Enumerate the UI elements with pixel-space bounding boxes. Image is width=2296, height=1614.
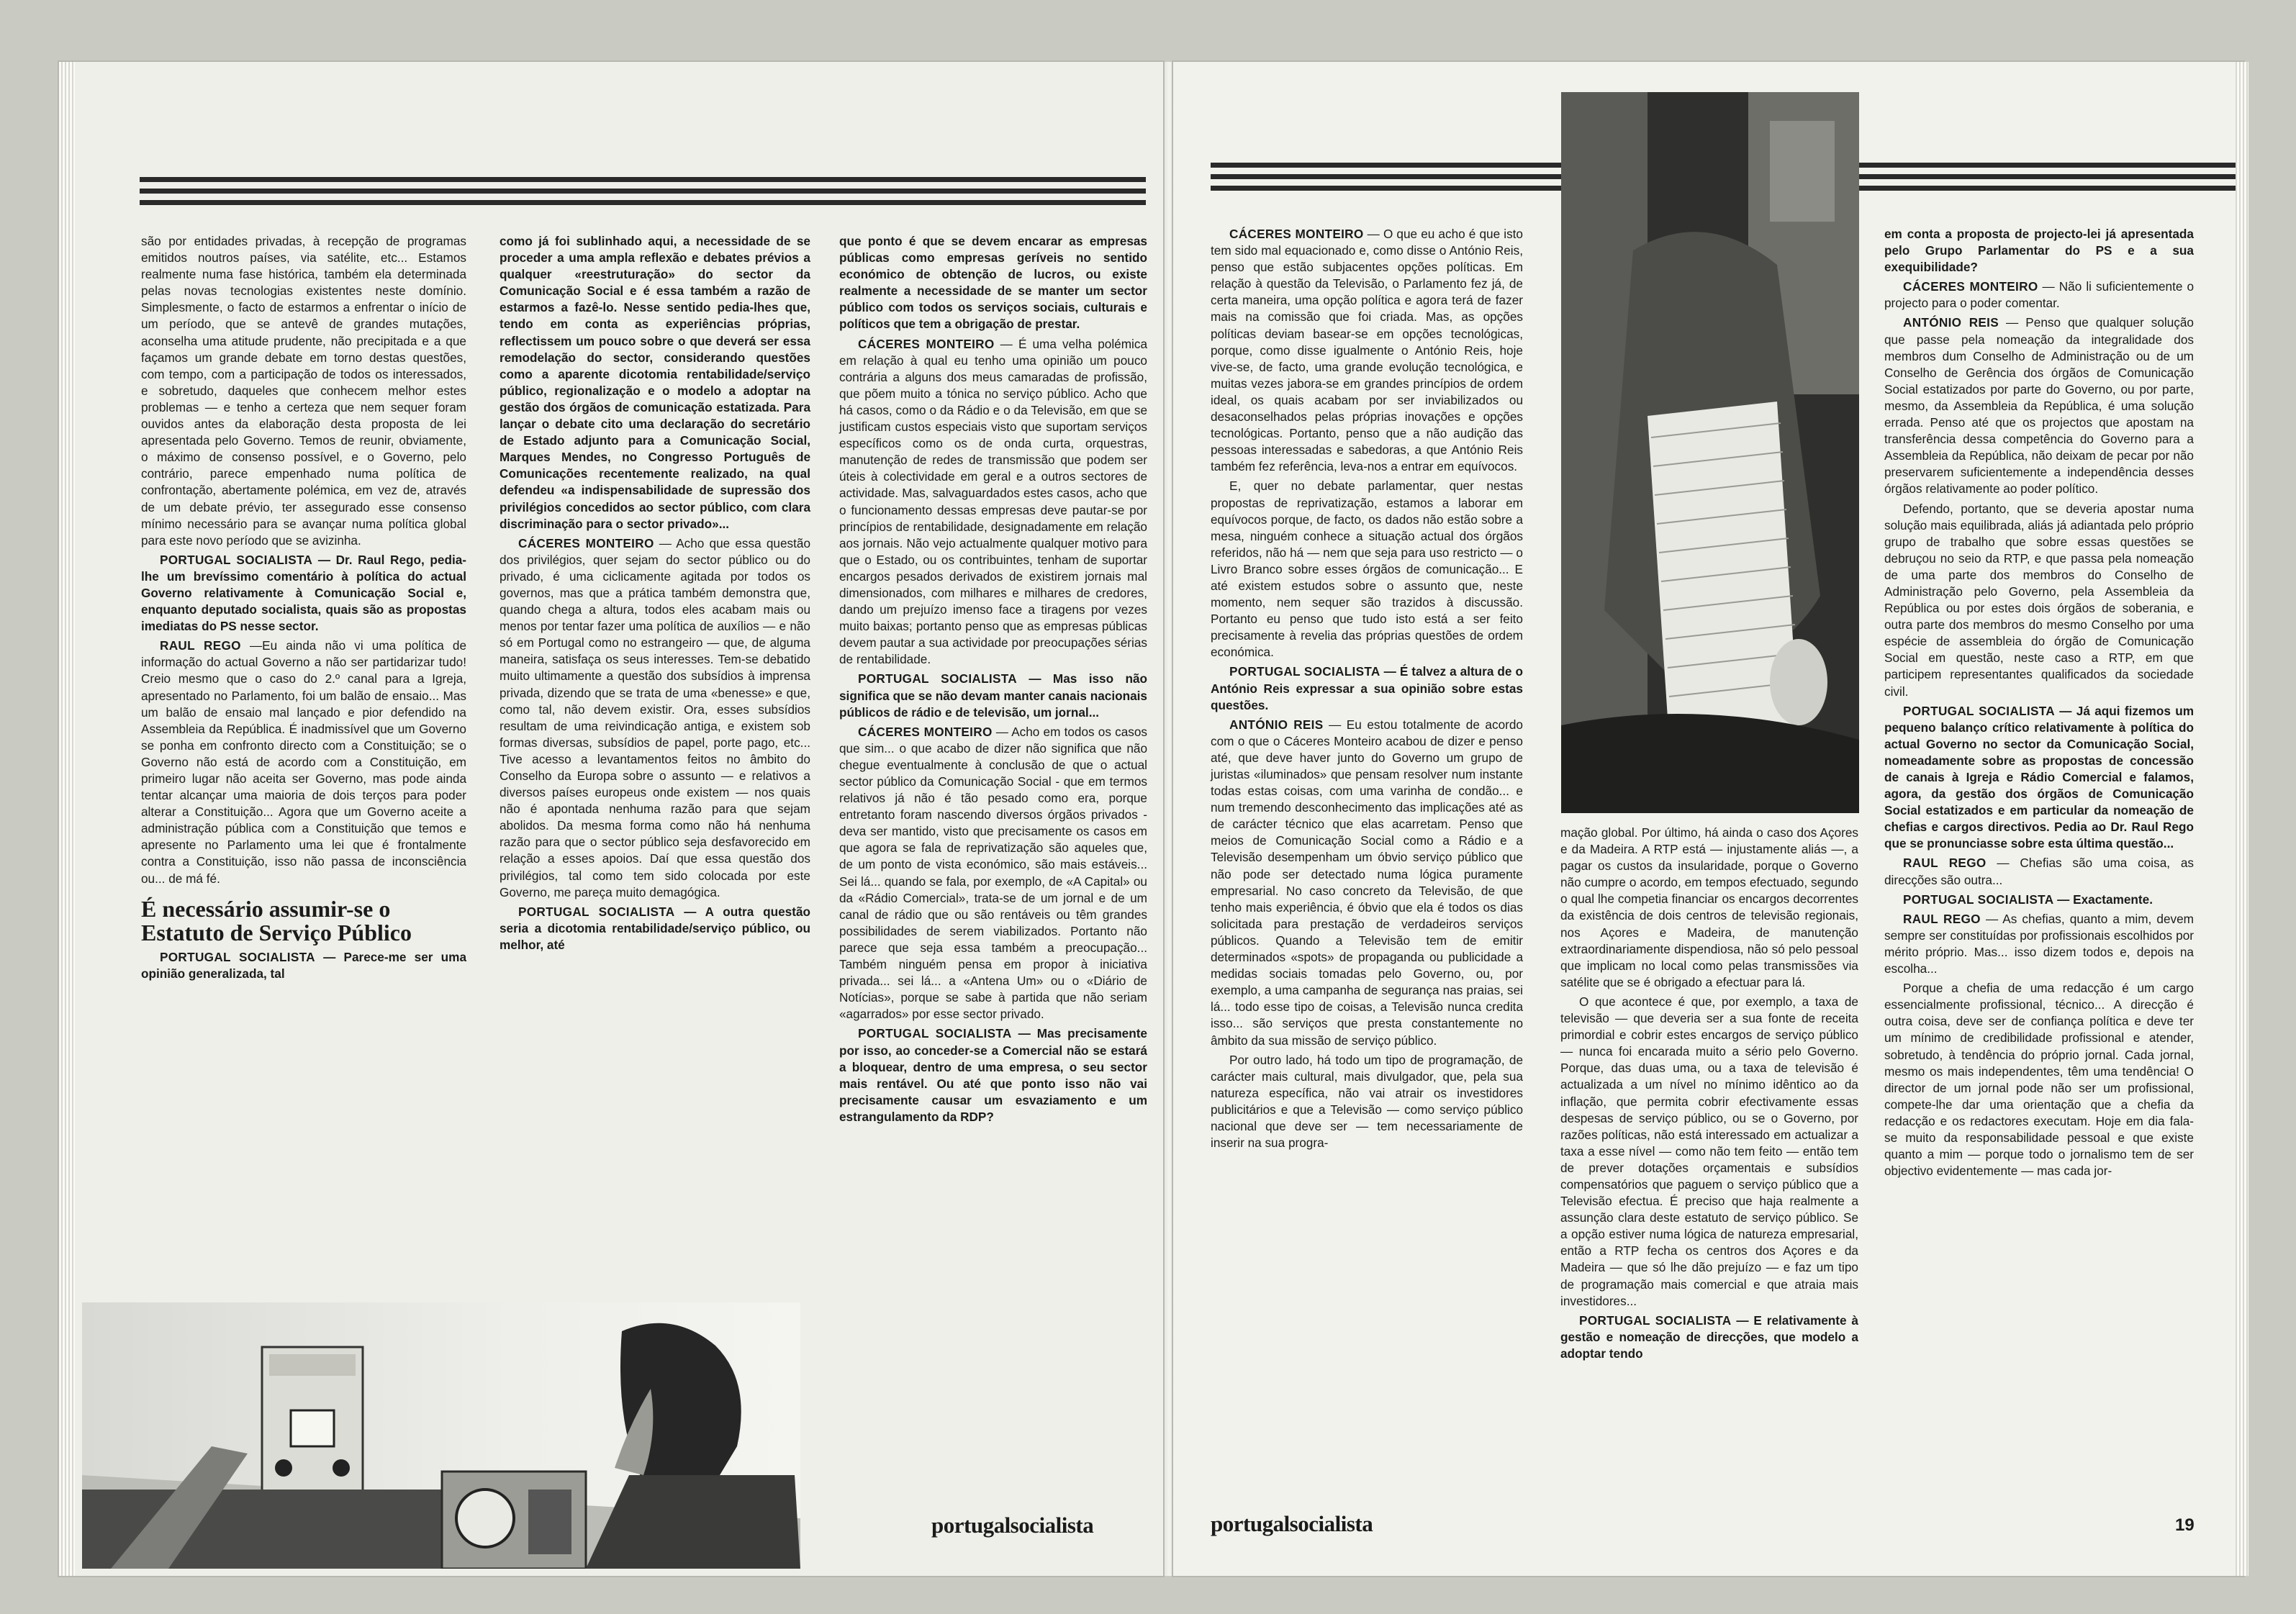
right-page-edge bbox=[2236, 62, 2248, 1576]
question-continued: como já foi sublinhado aqui, a necessidade de se proceder a uma ampla reflexão e debates prévios a qualquer «reestruturação» do sector da Comunicação Social e é essa também a razão de estarmos a fazê-lo. Nesse sentido pedia-lhes que, tendo em conta as experiências próprias, reflectissem um pouco sobre o que deverá ser essa remodelação do sector, considerando questões como a aparente dicotomia rentabilidade/serviço público, regionalização e o modelo a adoptar na gestão dos órgãos de comunicação estatizada. Para lançar o debate cito uma declaração do secretário de Estado adjunto para a Comunicação Social, Marques Mendes, no Congresso Português de Comunicações recentemente realizado, na qual defendeu «a indispensabilidade de supressão dos privilégios concedidos ao sector público, com clara discriminação para o sector privado»... bbox=[500, 234, 810, 531]
left-column-2 bbox=[500, 233, 810, 956]
question-continued: em conta a proposta de projecto-lei já apresentada pelo Grupo Parlamentar do PS e a sua exequibilidade? bbox=[1884, 227, 2194, 275]
question: PORTUGAL SOCIALISTA — Mas isso não significa que se não devam manter canais nacionais públicos de rádio e de televisão, um jornal... bbox=[839, 671, 1148, 720]
answer: RAUL REGO — Chefias são uma coisa, as direcções são outra... bbox=[1884, 856, 2194, 887]
right-column-3 bbox=[1884, 226, 2194, 1182]
question: PORTUGAL SOCIALISTA — E relativamente à gestão e nomeação de direcções, que modelo a adoptar tendo bbox=[1560, 1312, 1858, 1361]
paragraph: Defendo, portanto, que se deveria apostar numa solução mais equilibrada, aliás já adiantada pelo próprio grupo de trabalho que sobre essas questões se debruçou no seio da RTP, e que passa pela nomeação de uma parte dos membros do Conselho de Administração pelo Governo, pela Assembleia da República ou por estes dois órgãos de soberania, e outra parte dos membros do mesmo Conselho por uma espécie de assembleia do órgão de Comunicação Social em questão, neste caso a RTP, em que participem representantes qualificados da sociedade civil. bbox=[1884, 501, 2194, 699]
masthead-logo: portugalsocialista bbox=[1211, 1511, 1373, 1536]
question: PORTUGAL SOCIALISTA — Exactamente. bbox=[1903, 892, 2153, 907]
right-page bbox=[1173, 62, 2243, 1576]
header-rules bbox=[140, 177, 1146, 206]
question: PORTUGAL SOCIALISTA — Parece-me ser uma opinião generalizada, tal bbox=[141, 949, 467, 981]
answer: ANTÓNIO REIS — Eu estou totalmente de acordo com o que o Cáceres Monteiro acabou de dizer e penso até, que deve haver junto do Governo um grupo de juristas «iluminados» que pensam resolver num instante todas estas coisas, com uma varinha de condão... e num tremendo desconhecimento das implicações até as de carácter técnico que elas acarretam. Penso que meios de Comunicação Social como a Rádio e a Televisão desempenham um óbvio serviço público que não pode ser detectado numa lógica puramente empresarial. No caso concreto da Televisão, de que tenho mais experiência, é óbvio que ela é todos os dias solicitada para prestação de verdadeiros serviços públicos. Quando a Televisão tem de emitir determinados «spots» de propaganda ou publicidade a medidas sociais tomadas pelo Governo, ou, por exemplo, a uma campanha de segurança nas praias, sei lá... todo esse tipo de coisas, a Televisão nunca credita isso... são serviços que presta constantemente no âmbito da sua missão de serviço público. bbox=[1211, 717, 1523, 1048]
left-column-3 bbox=[839, 233, 1147, 1128]
question: PORTUGAL SOCIALISTA — Mas precisamente por isso, ao conceder-se a Comercial não se estará a bloquear, dentro de uma empresa, o seu sector mais rentável. Ou até que ponto isso não vai precisamente causar um esvaziamento e um estrangulamento da RDP? bbox=[839, 1026, 1147, 1124]
answer: CÁCERES MONTEIRO — Acho que essa questão dos privilégios, quer sejam do sector público ou do privado, é uma ciclicamente agitada por todos os governos, mas que a prática também demonstra que, quando chega a altura, todos eles acabam mais ou menos por tentar fazer uma política de auxílios — e não só em Portugal como no estrangeiro — que, de alguma maneira, satisfaça os seus interesses. Tem-se debatido muito ultimamente a questão dos subsídios à imprensa privada, dizendo que se trata de uma «benesse» e que, como tal, não devem existir. Ora, esses subsídios resultam de uma reivindicação antiga, e existem sob formas diversas, subsídios de papel, porte pago, etc... Tive acesso a levantamentos feitos no âmbito do Conselho da Europa sobre o assunto — e relativos a diversos países europeus onde existem — nos quais não é apontada nenhuma razão para que sejam abolidos. Da mesma forma como não há nenhuma razão para que o sector público seja desfavorecido em relação a esses apoios. Daí que essa questão dos privilégios, tal como tem sido colocada por este Governo, me pareça muito demagógica. bbox=[500, 535, 811, 899]
question: PORTUGAL SOCIALISTA — É talvez a altura de o António Reis expressar a sua opinião sobre estas questões. bbox=[1211, 664, 1523, 712]
right-column-1 bbox=[1211, 226, 1523, 1154]
paragraph: Por outro lado, há todo um tipo de programação, de carácter mais cultural, mais divulgador, que, pela sua natureza específica, não vai atrair os investidores publicitários e que a Televisão — como serviço público nacional que deve ser — tem necessariamente de inserir na sua progra- bbox=[1211, 1052, 1523, 1151]
paragraph: mação global. Por último, há ainda o caso dos Açores e da Madeira. A RTP está — injustamente aliás —, a pagar os custos da insularidade, porque o Governo não cumpre o acordo, em tempos efectuado, segundo o qual lhe competia financiar os encargos decorrentes da existência de dois centros de televisão regionais, nos Açores e Madeira, de manutenção extraordinariamente dispendiosa, não só pelo pessoal que implicam no local como pelas transmissões via satélite que se é obrigado a efectuar para lá. bbox=[1560, 825, 1858, 989]
left-page bbox=[59, 62, 1163, 1576]
question: PORTUGAL SOCIALISTA — Já aqui fizemos um pequeno balanço crítico relativamente à política do actual Governo no sector da Comunicação Social, nomeadamente sobre as propostas de concessão de canais à Igreja e Rádio Comercial e falamos, agora, da gestão dos órgãos de Comunicação Social estatizados e em particular da nomeação de chefias e cargos directivos. Pedia ao Dr. Raul Rego que se pronunciasse sobre esta última questão... bbox=[1884, 703, 2195, 851]
newspaper-stack-photo bbox=[1561, 92, 1859, 813]
lab-equipment-photo bbox=[82, 1302, 800, 1569]
left-column-1 bbox=[141, 233, 466, 985]
answer: ANTÓNIO REIS — Penso que qualquer solução que passe pela nomeação da integralidade dos membros dum Conselho de Administração ou de um Conselho de Gerência dos órgãos de Comunicação Social estatizados por parte do Governo, ou por parte, mesmo, da Assembleia da República, é uma solução errada. Penso até que os projectos que apostam na transferência dessa competência do Governo para a Assembleia da República, não deixam de pecar por não preservarem suficientemente a independência desses órgãos relativamente ao poder político. bbox=[1884, 315, 2194, 497]
question: PORTUGAL SOCIALISTA — Dr. Raul Rego, pedia-lhe um brevíssimo comentário à política do actual Governo relativamente à Comunicação Social e, enquanto deputado socialista, quais são as propostas imediatas do PS nesse sector. bbox=[141, 552, 466, 634]
answer: CÁCERES MONTEIRO — É uma velha polémica em relação à qual eu tenho uma opinião um pouco contrária a alguns dos meus camaradas de profissão, que põem muito a tónica no serviço público. Acho que há casos, como o da Rádio e o da Televisão, em que se justificam custos especiais visto que suportam serviços específicos como os de onda curta, orquestras, manutenção de redes de transmissão que podem ser úteis à colectividade em geral e a outros sectores de actividade. Mas, salvaguardados estes casos, acho que o funcionamento dessas empresas deve pautar-se por princípios de rentabilidade, designadamente em relação aos jornais. Não vejo actualmente qualquer motivo para que o Estado, ou os contribuintes, tenham de suportar encargos pesados derivados de existirem jornais mal dimensionados, com milhares e milhares de credores, dando um prejuízo imenso face a tiragens por vezes muito baixas; portanto penso que as empresas públicas devem pautar a sua actividade por preocupações sérias de rentabilidade. bbox=[839, 336, 1147, 667]
answer: CÁCERES MONTEIRO — Não li suficientemente o projecto para o poder comentar. bbox=[1884, 279, 2194, 311]
right-column-2 bbox=[1560, 825, 1858, 1365]
paragraph: Porque a chefia de uma redacção é um cargo essencialmente profissional, técnico... A direcção é outra coisa, deve ser de confiança política e deve ter um mínimo de credibilidade profissional e atender, sobretudo, à tendência do próprio jornal. Cada jornal, mesmo os mais independentes, têm uma tendência! O director de um jornal pode não ser um profissional, compete-lhe dar uma orientação que a chefia da redacção e os redactores executam. Hoje em dia fala-se muito da responsabilidade pessoal e que existe quanto a mim — porque todo o jornalismo tem de ser objectivo evidentemente — mas cada jor- bbox=[1884, 981, 2194, 1179]
masthead-logo: portugalsocialista bbox=[931, 1513, 1094, 1538]
answer: CÁCERES MONTEIRO — Acho em todos os casos que sim... o que acabo de dizer não significa que não chegue eventualmente à conclusão de que o actual sector público da Comunicação Social - que em termos relativos já não é tão pesado como era, porque entretanto foram nascendo diversos órgãos privados - deva ser mantido, visto que precisamente os casos em que agora se fala de reprivatização são aqueles que, de um ponto de vista económico, são mais estáveis... Sei lá... quando se fala, por exemplo, de «A Capital» ou da «Rádio Comercial», trata-se de um jornal e de um canal de rádio que ou são rentáveis ou têm grandes possibilidades de serem viabilizados. Portanto não parece que seja essa também a preocupação... Também ninguém pensa em propor à iniciativa privada... sei lá... a «Antena Um» ou o «Diário de Notícias», porque se sabe à partida que não seriam «agarrados» por esse sector privado. bbox=[839, 724, 1147, 1022]
answer: RAUL REGO — As chefias, quanto a mim, devem sempre ser constituídas por profissionais escolhidos por mérito próprio. Mas... isso dizem todos e, depois na escolha... bbox=[1884, 911, 2195, 976]
question: PORTUGAL SOCIALISTA — A outra questão seria a dicotomia rentabilidade/serviço público, ou melhor, até bbox=[500, 904, 810, 952]
paragraph: O que acontece é que, por exemplo, a taxa de televisão — que deveria ser a sua fonte de receita primordial e cobrir estes encargos de serviço público — nunca foi encarada muito a sério pelo Governo. Porque, das duas uma, ou a taxa de televisão é actualizada a um nível no mínimo idêntico ao da inflação, que permita cobrir efectivamente essas despesas de serviço público, ou se o Governo, por razões políticas, não está interessado em actualizar a taxa a esse nível — como não tem feito — então tem de prever dotações orçamentais e subsídios compensatórios que paguem o serviço público que a Televisão efectua. É preciso que haja realmente a assunção clara deste estatuto de serviço público. Se a opção estiver numa lógica de natureza empresarial, então a RTP fecha os centros dos Açores e da Madeira — que só lhe dão prejuízo — e faz um tipo de programação mais comercial e que atraia mais investidores... bbox=[1560, 994, 1858, 1308]
question-continued: que ponto é que se devem encarar as empresas públicas como empresas geríveis no sentido económico de obtenção de lucros, ou existe realmente a necessidade de se manter um sector público com todos os serviços sociais, culturais e políticos que tem a obrigação de prestar. bbox=[839, 234, 1147, 332]
answer: RAUL REGO —Eu ainda não vi uma política de informação do actual Governo a não ser partidarizar tudo! Creio mesmo que o caso do 2.º canal para a Igreja, apresentado no Parlamento, foi um balão de ensaio... Mas um balão de ensaio mal lançado e pior defendido na Assembleia da República. É inadmissível que um Governo se ponha em confronto directo com a Constituição; se o Governo não está de acordo com a Constituição, em primeiro lugar não aceita ser Governo, mas pode ainda tentar alcançar uma maioria de dois terços para poder alterar a Constituição... Agora que um Governo aceite a administração pública com a Constituição que temos e apresente no Parlamento uma lei que é frontalmente contra a Constituição, isso não passa de inconsciência ou... de má fé. bbox=[141, 638, 467, 886]
paragraph: são por entidades privadas, à recepção de programas emitidos noutros países, via satélite, etc... Estamos realmente numa fase histórica, também ela determinada pelas novas tecnologias existentes neste domínio. Simplesmente, o facto de estarmos a enfrentar o início de um período, que se antevê de grandes mutações, aconselha uma atitude prudente, não precipitada e a que façamos um grande debate em torno destas questões, com tempo, com a participação de todos os interessados, e sobretudo, daqueles que conhecem melhor estes problemas — e tenho a certeza que nem sequer foram ouvidos antes da elaboração desta proposta de lei apresentada pelo Governo. Temos de reunir, obviamente, o máximo de consenso possível, e o Governo, pelo contrário, parece empenhado numa política de confrontação, abertamente polémica, em vez de, através de um debate prévio, ter assegurado esse consenso mínimo necessário para se avançar numa política global para este novo período que se avizinha. bbox=[141, 234, 466, 548]
page-number: 19 bbox=[2175, 1515, 2195, 1535]
left-page-edge bbox=[59, 62, 75, 1576]
section-subheading: É necessário assumir-se o Estatuto de Serviço Público bbox=[141, 895, 412, 946]
paragraph: E, quer no debate parlamentar, quer nestas propostas de reprivatização, estamos a laborar em equívocos porque, de facto, os dados não estão sobre a mesa, ninguém conhece a situação actual dos órgãos referidos, não há — nem que seja para uso restricto — o Livro Branco sobre esses órgãos de comunicação... E até existem estudos sobre o assunto que, neste momento, nem sequer são trazidos à discussão. Portanto eu penso que tudo isto está a ser feito precisamente à revelia das próprias questões de ordem económica. bbox=[1211, 479, 1523, 660]
answer: CÁCERES MONTEIRO — O que eu acho é que isto tem sido mal equacionado e, como disse o António Reis, penso que estão subjacentes opções políticas. Em relação à questão da Televisão, o Parlamento fez já, de certa maneira, uma opção política e agora terá de fazer mais na comissão que foi criada. Mas, as opções políticas deviam basear-se em opções tecnológicas, porque, como disse igualmente o António Reis, hoje vive-se, de facto, uma grande evolução tecnológica, e muitas vezes jabora-se em grandes princípios de ordem ideal, os quais acabam por ser inviabilizados ou desaconselhados pelas próprias inovações e opções tecnológicas. Portanto, penso que a não audição das pessoas interessadas e sabedoras, a que António Reis também fez referência, leva-nos a entrar em equívocos. bbox=[1211, 227, 1523, 474]
